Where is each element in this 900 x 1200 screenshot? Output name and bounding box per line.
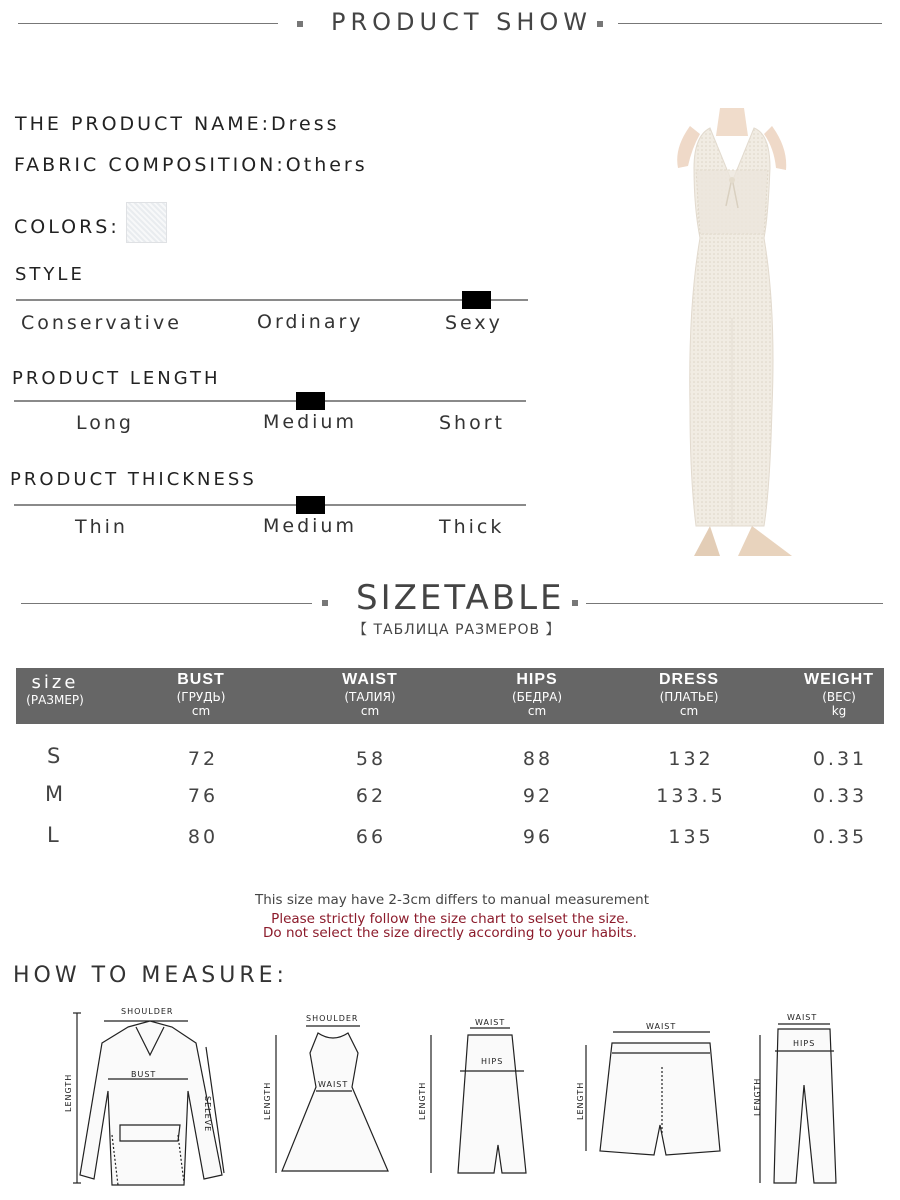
row-hips: 92: [522, 785, 554, 807]
thickness-scale-track: [14, 504, 526, 506]
row-weight: 0.31: [812, 748, 868, 770]
length-option-medium: Medium: [263, 411, 357, 433]
style-scale-marker: [462, 291, 491, 309]
pants-hips-label: HIPS: [793, 1039, 816, 1048]
dress-waist-label: WAIST: [318, 1080, 349, 1089]
sizetable-rule-right: [586, 603, 883, 604]
sizetable-rule-left: [21, 603, 312, 604]
row-size: S: [47, 744, 61, 768]
dress-shoulder-label: SHOULDER: [306, 1014, 359, 1023]
row-bust: 76: [187, 785, 219, 807]
row-waist: 58: [355, 748, 387, 770]
size-header-main: size: [31, 672, 79, 693]
style-scale-track: [16, 299, 528, 301]
dress-header-ru: (ПЛАТЬЕ): [659, 690, 719, 704]
length-option-long: Long: [76, 412, 134, 434]
skirt-hips-label: HIPS: [481, 1057, 504, 1066]
jacket-shoulder-label: SHOULDER: [121, 1007, 174, 1016]
pants-waist-label: WAIST: [787, 1013, 818, 1022]
note-measurement: This size may have 2-3cm differs to manual measurement: [254, 892, 650, 908]
row-dress: 133.5: [656, 785, 726, 807]
measure-illustrations: [0, 995, 900, 1195]
row-bust: 80: [187, 826, 219, 848]
bust-header-ru: (ГРУДЬ): [176, 690, 226, 704]
row-waist: 66: [355, 826, 387, 848]
waist-header-ru: (ТАЛИЯ): [344, 690, 396, 704]
skirt-waist-label: WAIST: [475, 1018, 506, 1027]
row-size: L: [47, 823, 59, 847]
shorts-length-label: LENGTH: [576, 1081, 585, 1120]
thickness-title: PRODUCT THICKNESS: [10, 469, 257, 490]
weight-header-ru: (ВЕС): [822, 690, 856, 704]
hips-header-ru: (БЕДРА): [512, 690, 562, 704]
weight-header-unit: kg: [831, 704, 847, 718]
waist-header-main: WAIST: [342, 671, 398, 688]
sizetable-dot-right: [572, 600, 578, 606]
hips-column-header: [477, 668, 597, 718]
dress-header-unit: cm: [679, 704, 699, 718]
jacket-bust-label: BUST: [131, 1070, 157, 1079]
style-title: STYLE: [15, 264, 85, 285]
style-option-ordinary: Ordinary: [257, 311, 364, 333]
header-dot-right: [597, 21, 603, 27]
shorts-waist-label: WAIST: [646, 1022, 677, 1031]
fabric-composition: FABRIC COMPOSITION:Others: [14, 154, 368, 176]
bust-column-header: [141, 668, 261, 718]
header-rule-right: [618, 23, 882, 24]
row-bust: 72: [187, 748, 219, 770]
bust-header-unit: cm: [191, 704, 211, 718]
page-title: PRODUCT SHOW: [331, 8, 593, 36]
product-name: THE PRODUCT NAME:Dress: [15, 113, 340, 135]
thickness-option-medium: Medium: [263, 515, 357, 537]
header-dot-left: [297, 21, 303, 27]
header-rule-left: [18, 23, 278, 24]
weight-header-main: WEIGHT: [804, 671, 874, 688]
row-weight: 0.35: [812, 826, 868, 848]
row-waist: 62: [355, 785, 387, 807]
bust-header-main: BUST: [177, 671, 225, 688]
how-to-measure-title: HOW TO MEASURE:: [13, 963, 288, 988]
style-option-conservative: Conservative: [21, 312, 182, 334]
dress-length-label: LENGTH: [263, 1081, 272, 1120]
thickness-option-thin: Thin: [75, 516, 128, 538]
row-weight: 0.33: [812, 785, 868, 807]
product-photo: [652, 108, 812, 556]
sizetable-dot-left: [322, 600, 328, 606]
row-dress: 135: [668, 826, 714, 848]
skirt-length-label: LENGTH: [418, 1081, 427, 1120]
size-table-header: [16, 668, 884, 724]
thickness-scale-marker: [296, 496, 325, 514]
length-scale-marker: [296, 392, 325, 410]
waist-header-unit: cm: [360, 704, 380, 718]
row-hips: 96: [522, 826, 554, 848]
hips-header-main: HIPS: [516, 671, 558, 688]
color-swatch-white[interactable]: [126, 202, 167, 243]
length-title: PRODUCT LENGTH: [12, 368, 221, 389]
jacket-length-label: LENGTH: [64, 1073, 73, 1112]
dress-column-header: [629, 668, 749, 718]
row-dress: 132: [668, 748, 714, 770]
row-size: M: [45, 782, 64, 806]
length-scale-track: [14, 400, 526, 402]
jacket-sleeve-label: SELEVE: [203, 1096, 212, 1133]
colors-label: COLORS:: [14, 216, 120, 238]
hips-header-unit: cm: [527, 704, 547, 718]
pants-length-label: LENGTH: [753, 1077, 762, 1116]
thickness-option-thick: Thick: [439, 516, 505, 538]
waist-column-header: [310, 668, 430, 718]
style-option-sexy: Sexy: [445, 312, 503, 334]
size-column-header: [16, 668, 94, 707]
size-header-ru: (РАЗМЕР): [26, 693, 84, 707]
note-habits: Do not select the size directly according to your habits.: [263, 925, 637, 941]
dress-header-main: DRESS: [658, 671, 720, 688]
note-follow-chart: Please strictly follow the size chart to selset the size.: [271, 911, 629, 927]
length-option-short: Short: [439, 412, 505, 434]
sizetable-title: SIZETABLE: [356, 578, 565, 618]
sizetable-subtitle: 【 ТАБЛИЦА РАЗМЕРОВ 】: [353, 622, 561, 638]
weight-column-header: [779, 668, 899, 718]
row-hips: 88: [522, 748, 554, 770]
